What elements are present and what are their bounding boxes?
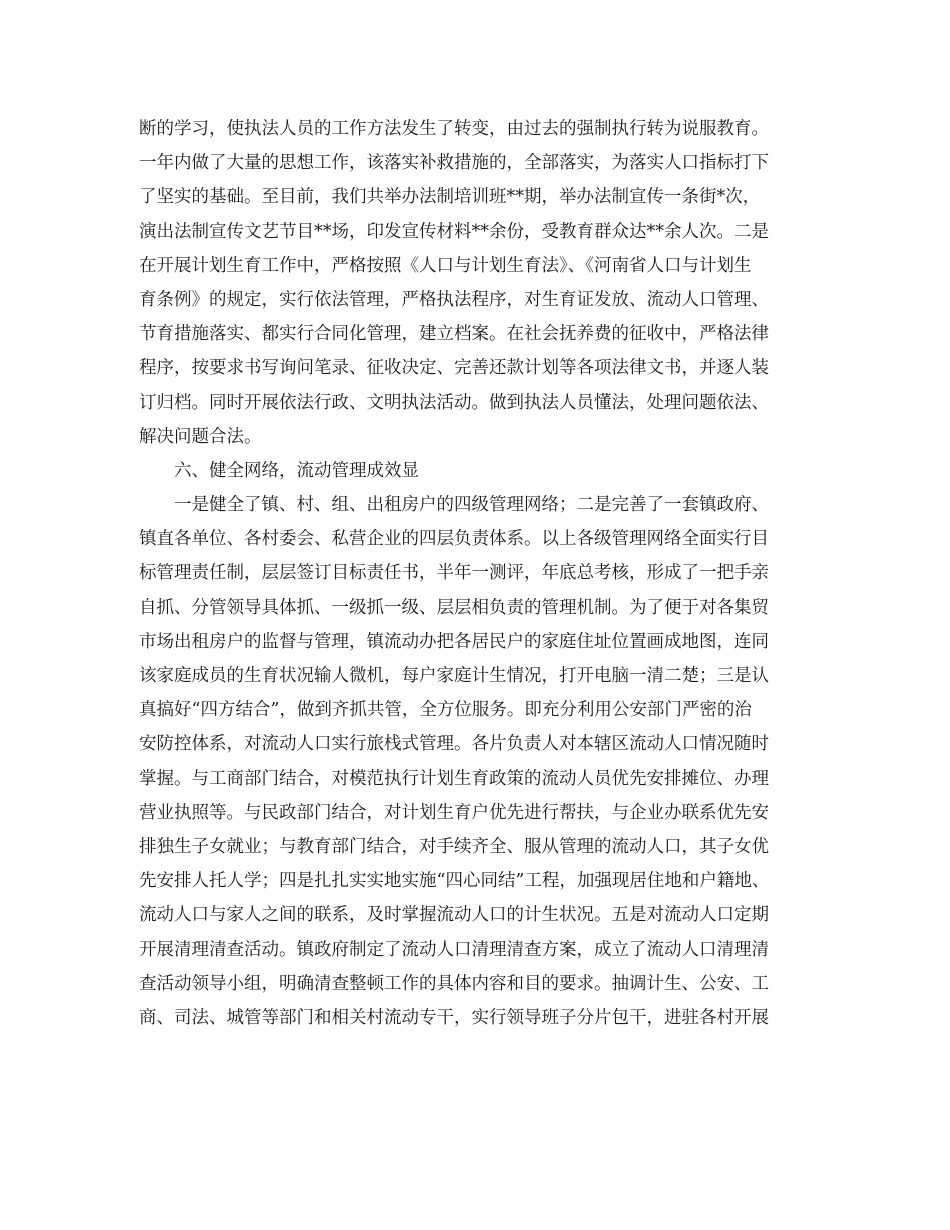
text-line: 营业执照等。与民政部门结合，对计划生育户优先进行帮扶，与企业办联系优先安 <box>139 802 769 823</box>
text-line: 开展清理清查活动。镇政府制定了流动人口清理清查方案，成立了流动人口清理清 <box>139 939 769 960</box>
text-line: 先安排人托人学；四是扎扎实实地实施“四心同结”工程，加强现居住地和户籍地、 <box>139 871 770 892</box>
text-line: 流动人口与家人之间的联系，及时掌握流动人口的计生状况。五是对流动人口定期 <box>139 905 769 926</box>
text-line: 演出法制宣传文艺节目**场，印发宣传材料**余份，受教育群众达**余人次。二是 <box>139 221 769 242</box>
text-line: 掌握。与工商部门结合，对模范执行计划生育政策的流动人员优先安排摊位、办理 <box>139 768 769 789</box>
text-line: 节育措施落实、都实行合同化管理，建立档案。在社会抚养费的征收中，严格法律 <box>139 324 769 345</box>
section-heading: 六、健全网络，流动管理成效显 <box>174 460 419 481</box>
text-line: 商、司法、城管等部门和相关村流动专干，实行领导班子分片包干，进驻各村开展 <box>139 1007 769 1028</box>
text-line: 解决问题合法。 <box>139 426 262 447</box>
paragraph-first-line: 一是健全了镇、村、组、出租房户的四级管理网络；二是完善了一套镇政府、 <box>174 495 769 516</box>
text-line: 查活动领导小组，明确清查整顿工作的具体内容和目的要求。抽调计生、公安、工 <box>139 973 769 994</box>
text-line: 市场出租房户的监督与管理，镇流动办把各居民户的家庭住址位置画成地图，连同 <box>139 631 769 652</box>
text-line: 订归档。同时开展依法行政、文明执法活动。做到执法人员懂法，处理问题依法、 <box>139 392 769 413</box>
text-line: 程序，按要求书写询问笔录、征收决定、完善还款计划等各项法律文书，并逐人装 <box>139 358 769 379</box>
text-line: 安防控体系，对流动人口实行旅栈式管理。各片负责人对本辖区流动人口情况随时 <box>139 734 769 755</box>
text-line: 了坚实的基础。至目前，我们共举办法制培训班**期，举办法制宣传一条街*次， <box>139 187 761 208</box>
text-line: 真搞好“四方结合”，做到齐抓共管，全方位服务。即充分利用公安部门严密的治 <box>139 700 752 721</box>
text-line: 在开展计划生育工作中，严格按照《人口与计划生育法》、《河南省人口与计划生 <box>139 255 752 276</box>
document-body <box>139 112 811 1035</box>
text-line: 标管理责任制，层层签订目标责任书，半年一测评，年底总考核，形成了一把手亲 <box>139 563 769 584</box>
text-line: 自抓、分管领导具体抓、一级抓一级、层层相负责的管理机制。为了便于对各集贸 <box>139 597 769 618</box>
text-line: 育条例》的规定，实行依法管理，严格执法程序，对生育证发放、流动人口管理、 <box>139 289 769 310</box>
text-line: 断的学习，使执法人员的工作方法发生了转变，由过去的强制执行转为说服教育。 <box>139 119 769 139</box>
text-line: 排独生子女就业；与教育部门结合，对手续齐全、服从管理的流动人口，其子女优 <box>139 836 769 857</box>
text-line: 一年内做了大量的思想工作，该落实补救措施的，全部落实，为落实人口指标打下 <box>139 153 769 174</box>
text-line: 镇直各单位、各村委会、私营企业的四层负责体系。以上各级管理网络全面实行目 <box>139 529 769 550</box>
text-line: 该家庭成员的生育状况输人微机，每户家庭计生情况，打开电脑一清二楚；三是认 <box>139 666 769 686</box>
